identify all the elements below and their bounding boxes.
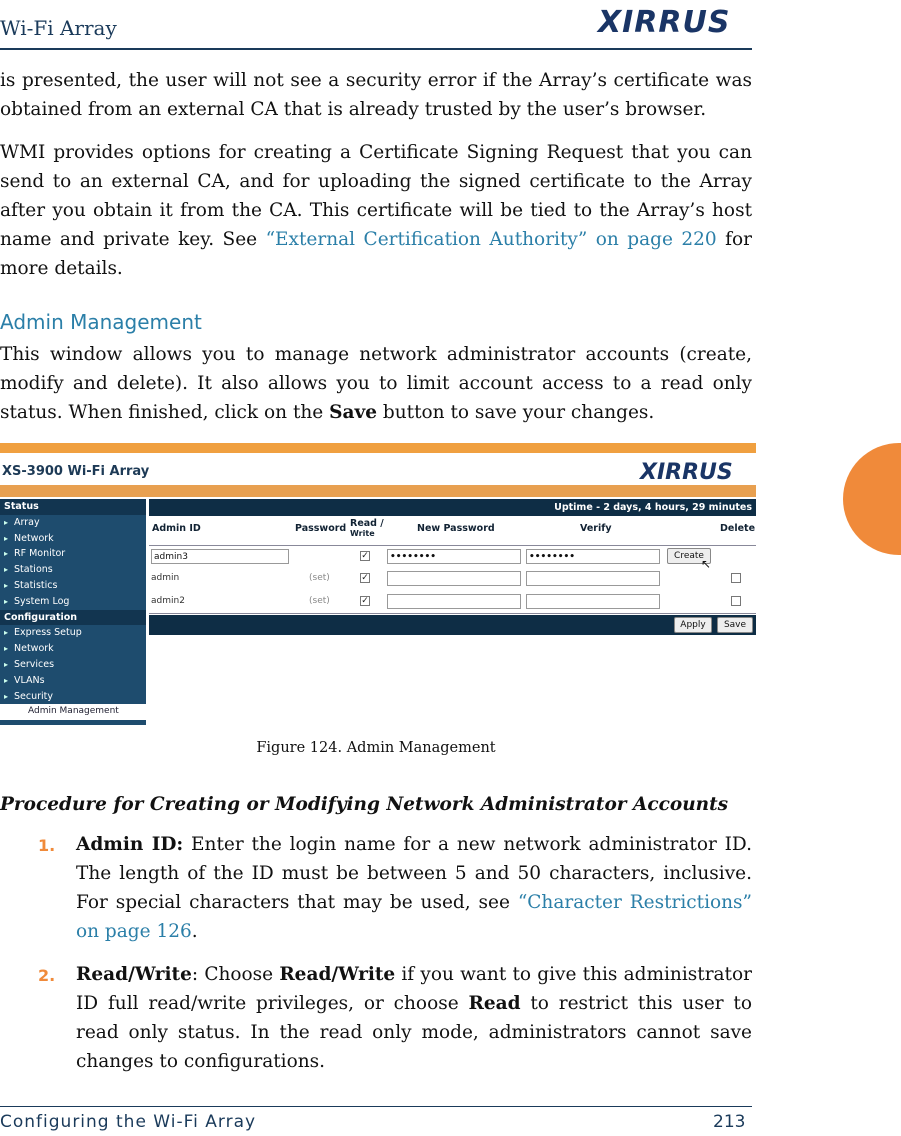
app-title: XS-3900 Wi-Fi Array <box>2 464 150 479</box>
verify-password-input[interactable]: •••••••• <box>526 549 660 564</box>
new-password-input[interactable] <box>387 571 521 586</box>
delete-checkbox[interactable] <box>731 596 741 606</box>
sidebar-item-services[interactable]: ▸ Services <box>0 657 146 673</box>
read-write-checkbox[interactable]: ✓ <box>361 551 369 561</box>
title-band <box>0 485 756 497</box>
sidebar-item-stations[interactable]: ▸ Stations <box>0 562 146 578</box>
uptime-text: Uptime - 2 days, 4 hours, 29 minutes <box>554 502 752 513</box>
sidebar-item-admin-management[interactable]: Admin Management <box>0 704 146 720</box>
col-new-password: New Password <box>417 523 495 534</box>
password-set-text: (set) <box>309 596 330 606</box>
apply-button[interactable]: Apply <box>674 617 712 633</box>
table-row <box>149 545 756 571</box>
sidebar-item-security[interactable]: ▸ Security <box>0 689 146 705</box>
read-write-checkbox[interactable]: ✓ <box>361 573 369 583</box>
step-number: 2. <box>38 966 56 985</box>
step-read-write: Read/Write: Choose Read/Write if you want to give this administrator ID full read/write privileges, or choose Read to restrict this user to read only status. In the read only mode, administrators cannot save changes to configurations. <box>76 964 752 1072</box>
verify-password-input[interactable] <box>526 571 660 586</box>
figure-caption: Figure 124. Admin Management <box>256 740 496 756</box>
col-read-write: Read / Write <box>350 518 384 538</box>
verify-password-input[interactable] <box>526 594 660 609</box>
xirrus-logo: XIRRUS <box>598 5 731 40</box>
admin-management-screenshot <box>0 443 756 725</box>
step-admin-id: Admin ID: Enter the login name for a new network administrator ID. The length of the ID must be between 5 and 50 characters, inclusive. For special characters that may be used, see “Character Restrictions” on page 126. <box>76 834 753 942</box>
button-bar <box>149 615 756 635</box>
table-row <box>149 568 756 590</box>
sidebar <box>0 499 146 725</box>
mouse-cursor-icon: ↖ <box>701 557 712 571</box>
section-paragraph: This window allows you to manage network administrator accounts (create, modify and delete). It also allows you to limit account access to a read only status. When finished, click on the Save button to save your changes. <box>0 344 752 423</box>
col-verify: Verify <box>580 523 612 534</box>
password-set-text: (set) <box>309 573 330 583</box>
delete-checkbox[interactable] <box>731 573 741 583</box>
step-number: 1. <box>38 836 56 855</box>
admin-id-text: admin2 <box>151 596 185 606</box>
footer-chapter-title: Configuring the Wi-Fi Array <box>0 1112 257 1132</box>
sidebar-item-array[interactable]: ▸ Array <box>0 515 146 531</box>
sidebar-item-vlans[interactable]: ▸ VLANs <box>0 673 146 689</box>
header-rule <box>0 48 752 50</box>
running-header-title: Wi-Fi Array <box>0 16 117 40</box>
admin-id-input[interactable]: admin3 <box>151 549 289 564</box>
screenshot-logo: XIRRUS <box>640 460 733 485</box>
read-write-checkbox[interactable]: ✓ <box>361 596 369 606</box>
sidebar-group-configuration[interactable]: Configuration <box>0 610 146 626</box>
sidebar-item-rf-monitor[interactable]: ▸ RF Monitor <box>0 546 146 562</box>
admin-id-text: admin <box>151 573 180 583</box>
intro-paragraph-2: WMI provides options for creating a Certificate Signing Request that you can send to an external CA, and for uploading the signed certificate to the Array after you obtain it from the CA. This certificate will be tied to the Array’s host name and private key. See “External Certification Authority” on page 220 for more details. <box>0 142 752 279</box>
chapter-tab <box>843 443 901 555</box>
uptime-bar <box>149 499 756 516</box>
sidebar-item-system-log[interactable]: ▸ System Log <box>0 594 146 610</box>
page-number: 213 <box>713 1112 746 1132</box>
sidebar-item-config-network[interactable]: ▸ Network <box>0 641 146 657</box>
external-ca-link[interactable]: “External Certification Authority” on page 220 <box>265 229 717 250</box>
section-heading: Admin Management <box>0 310 202 334</box>
sidebar-item-statistics[interactable]: ▸ Statistics <box>0 578 146 594</box>
table-row <box>149 591 756 614</box>
sidebar-item-network[interactable]: ▸ Network <box>0 531 146 547</box>
create-button[interactable]: Create <box>667 548 711 564</box>
procedure-heading: Procedure for Creating or Modifying Network Administrator Accounts <box>0 794 729 815</box>
new-password-input[interactable] <box>387 594 521 609</box>
new-password-input[interactable]: •••••••• <box>387 549 521 564</box>
col-password: Password <box>295 523 347 534</box>
col-admin-id: Admin ID <box>152 523 201 534</box>
top-accent-bar <box>0 443 756 453</box>
save-button[interactable]: Save <box>717 617 753 633</box>
sidebar-item-express-setup[interactable]: ▸ Express Setup <box>0 625 146 641</box>
footer-rule <box>0 1106 752 1107</box>
sidebar-group-status[interactable]: Status <box>0 499 146 515</box>
intro-paragraph-1: is presented, the user will not see a security error if the Array’s certificate was obtained from an external CA that is already trusted by the user’s browser. <box>0 70 752 120</box>
character-restrictions-link[interactable]: “Character Restrictions” on page 126 <box>76 892 753 942</box>
col-delete: Delete <box>720 523 756 534</box>
